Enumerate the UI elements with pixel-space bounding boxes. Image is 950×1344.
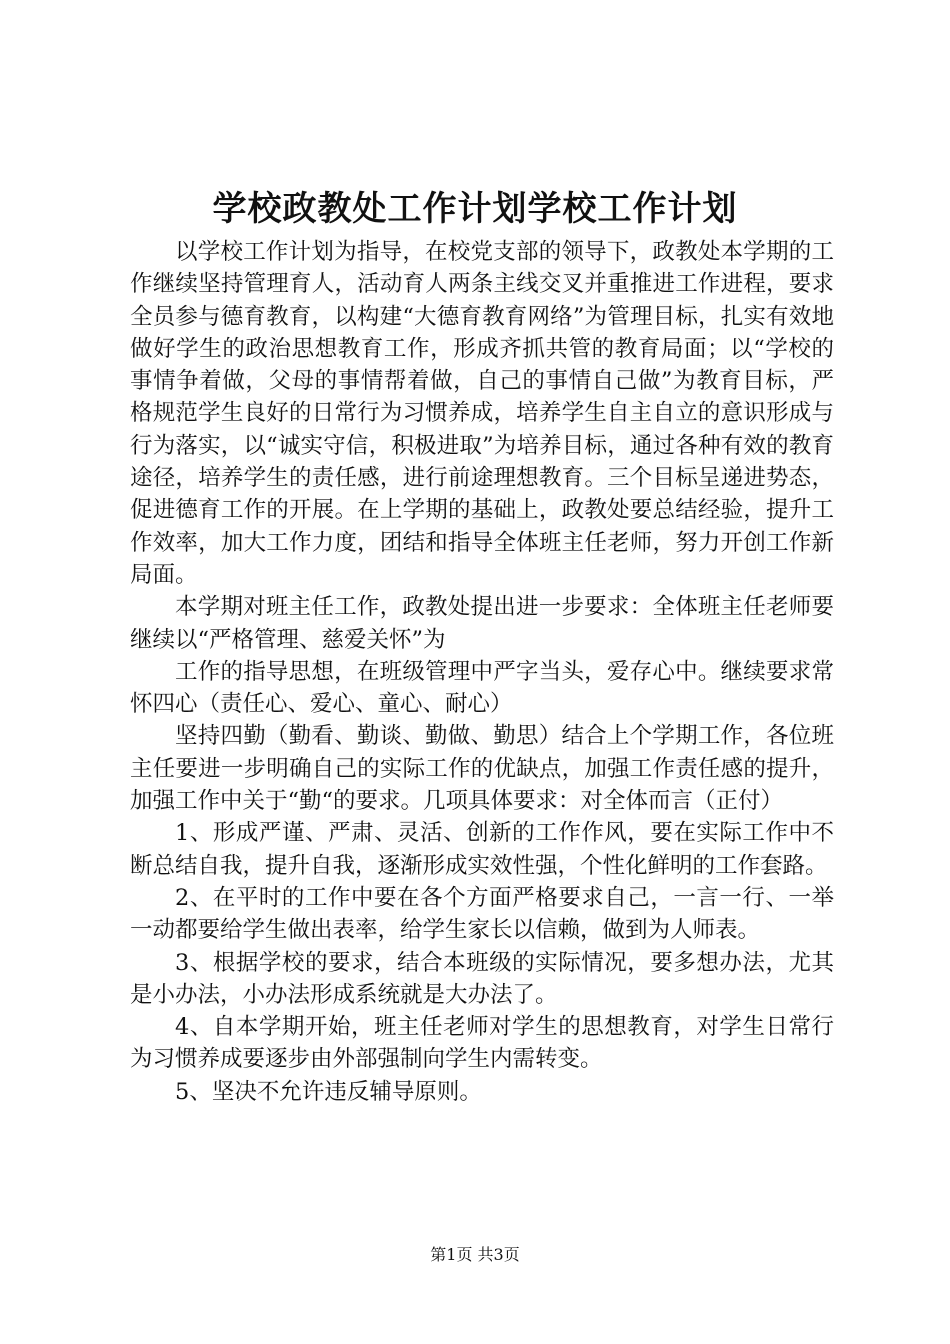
paragraph-guiding-thought: 工作的指导思想，在班级管理中严字当头，爱存心中。继续要求常怀四心（责任心、爱心、童心、耐心） <box>130 658 834 718</box>
document-body <box>130 236 834 1108</box>
list-item-2: 2、在平时的工作中要在各个方面严格要求自己，一言一行、一举一动都要给学生做出表率，给学生家长以信赖，做到为人师表。 <box>130 884 834 944</box>
document-title: 学校政教处工作计划学校工作计划 <box>212 189 738 229</box>
list-item-4: 4、自本学期开始，班主任老师对学生的思想教育，对学生日常行为习惯养成要逐步由外部强制向学生内需转变。 <box>130 1014 834 1073</box>
list-item-1: 1、形成严谨、严肃、灵活、创新的工作作风，要在实际工作中不断总结自我，提升自我，逐渐形成实效性强，个性化鲜明的工作套路。 <box>130 820 834 879</box>
list-item-5: 5、坚决不允许违反辅导原则。 <box>175 1078 482 1105</box>
paragraph-requirements: 本学期对班主任工作，政教处提出进一步要求：全体班主任老师要继续以“严格管理、慈爱关怀”为 <box>130 594 834 653</box>
paragraph-intro: 以学校工作计划为指导，在校党支部的领导下，政教处本学期的工作继续坚持管理育人，活动育人两条主线交叉并重推进工作进程，要求全员参与德育教育，以构建“大德育教育网络”为管理目标，扎实有效地做好学生的政治思想教育工作，形成齐抓共管的教育局面；以“学校的事情争着做，父母的事情帮着做，自己的事情自己做”为教育目标，严格规范学生良好的日常行为习惯养成，培养学生自主自立的意识形成与行为落实，以“诚实守信，积极进取”为培养目标，通过各种有效的教育途径，培养学生的责任感，进行前途理想教育。三个目标呈递进势态，促进德育工作的开展。在上学期的基础上，政教处要总结经验，提升工作效率，加大工作力度，团结和指导全体班主任老师，努力开创工作新局面。 <box>130 239 834 588</box>
paragraph-four-diligences: 坚持四勤（勤看、勤谈、勤做、勤思）结合上个学期工作，各位班主任要进一步明确自己的实际工作的优缺点，加强工作责任感的提升，加强工作中关于“勤“的要求。几项具体要求：对全体而言（正付） <box>130 723 834 815</box>
list-item-3: 3、根据学校的要求，结合本班级的实际情况，要多想办法，尤其是小办法，小办法形成系统就是大办法了。 <box>130 949 834 1008</box>
page-number-footer: 第1页 共3页 <box>430 1245 520 1264</box>
